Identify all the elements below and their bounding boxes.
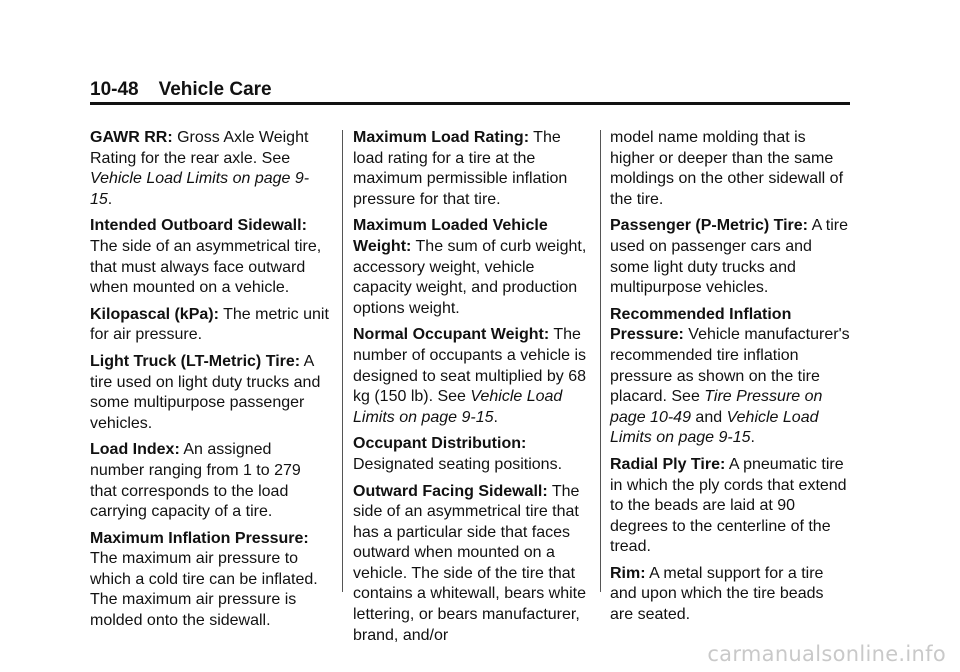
term-colon: : (174, 441, 180, 459)
term-colon: : (719, 455, 726, 473)
glossary-entry-recommended-inflation-pressure (610, 305, 850, 449)
definition: The side of an asymmetrical tire that has a particular side that faces outward when mounted on a vehicle. The side of the tire that contains a whitewall, bears white lettering, or bears manufacturer, brand, and/or (353, 482, 587, 644)
term: Passenger (P-Metric) Tire (610, 217, 803, 235)
term: Intended Outboard Sidewall (90, 217, 302, 235)
glossary-entry-passenger-metric-tire (610, 216, 850, 298)
term: Radial Ply Tire (610, 455, 720, 473)
header-rule (90, 102, 850, 105)
term-colon: : (523, 129, 530, 146)
definition: Vehicle manufacturer's recommended tire inflation pressure as shown on the tire placard. See (610, 326, 850, 406)
glossary-entry-outward-facing-sidewall (353, 482, 593, 647)
definition: The load rating for a tire at the maximum permissible inflation pressure for that tire. (353, 129, 568, 208)
definition: The number of occupants a vehicle is designed to seat multiplied by 68 kg (150 lb). See (353, 326, 587, 406)
glossary-entry-kilopascal (90, 305, 330, 346)
term-colon: : (301, 217, 307, 235)
term: Rim (610, 564, 641, 582)
term: Maximum Inflation Pressure (90, 529, 304, 547)
term: Light Truck (LT-Metric) Tire (90, 352, 295, 370)
glossary-entry-maximum-load-rating (353, 128, 593, 210)
term: Kilopascal (kPa) (90, 305, 214, 323)
term-colon: : (167, 129, 173, 146)
term: Maximum Loaded Vehicle Weight (353, 217, 548, 255)
glossary-entry-gawr-rr (90, 128, 330, 210)
cross-reference-link[interactable]: Vehicle Load Limits on page 9-15 (610, 408, 819, 447)
term-colon: : (521, 435, 527, 453)
term: GAWR RR (90, 129, 168, 146)
term: Outward Facing Sidewall (353, 482, 543, 500)
column-2 (353, 128, 593, 652)
definition: A metal support for a tire and upon which the tire beads are seated. (610, 564, 824, 624)
definition: Designated seating positions. (353, 455, 563, 473)
cross-reference-link[interactable]: Vehicle Load Limits on page 9-15 (90, 170, 310, 208)
definition: The metric unit for air pressure. (90, 305, 329, 344)
definition: A pneumatic tire in which the ply cords that extend to the beads are laid at 90 degrees to the centerline of the tread. (610, 455, 847, 556)
term: Recommended Inflation Pressure (610, 305, 792, 344)
watermark-text: carmanualsonline.info (707, 642, 946, 666)
definition: A tire used on light duty trucks and some multipurpose passenger vehicles. (90, 352, 321, 432)
glossary-entry-maximum-loaded-vehicle-weight (353, 216, 593, 319)
glossary-entry-normal-occupant-weight (353, 325, 593, 428)
definition-end: . (493, 408, 498, 426)
definition: Gross Axle Weight Rating for the rear axle. See (90, 129, 309, 167)
term-colon: : (213, 305, 219, 323)
term-colon: : (640, 564, 646, 582)
glossary-entry-light-truck-tire (90, 352, 330, 434)
term-colon: : (303, 529, 309, 547)
definition: An assigned number ranging from 1 to 279 that corresponds to the load carrying capacity of a tire. (90, 441, 301, 521)
term-colon: : (406, 237, 412, 255)
definition-end: . (107, 190, 113, 208)
glossary-entry-maximum-inflation-pressure (90, 529, 330, 632)
definition-end: . (750, 429, 755, 447)
term-colon: : (802, 217, 808, 235)
column-divider-2 (600, 130, 601, 592)
cross-reference-link[interactable]: Vehicle Load Limits on page 9-15 (353, 388, 563, 426)
definition: The maximum air pressure to which a cold tire can be inflated. The maximum air pressure is molded onto the sidewall. (90, 550, 318, 630)
definition: The sum of curb weight, accessory weight, vehicle capacity weight, and production options weight. (353, 237, 587, 317)
cross-reference-link[interactable]: Tire Pressure on page 10-49 (610, 388, 823, 426)
page-header (90, 79, 850, 101)
term: Normal Occupant Weight (353, 326, 544, 344)
glossary-entry-load-index (90, 440, 330, 522)
definition-conjunction: and (690, 408, 727, 426)
term-colon: : (294, 352, 301, 370)
glossary-entry-occupant-distribution (353, 434, 593, 475)
column-divider-1 (342, 130, 343, 592)
term-colon: : (542, 482, 548, 500)
glossary-entry-rim (610, 564, 850, 626)
definition-continued: model name molding that is higher or deeper than the same moldings on the other sidewall of the tire. (610, 129, 844, 208)
page-number: 10-48 (90, 79, 139, 100)
glossary-entry-radial-ply-tire (610, 455, 850, 558)
term-colon: : (678, 326, 684, 344)
column-3 (610, 128, 850, 632)
section-title: Vehicle Care (158, 79, 272, 100)
definition: The side of an asymmetrical tire, that must always face outward when mounted on a vehicle. (90, 237, 322, 297)
glossary-entry-intended-outboard-sidewall (90, 216, 330, 298)
term-colon: : (543, 326, 550, 344)
term: Load Index (90, 441, 175, 459)
term: Occupant Distribution (353, 435, 521, 453)
term: Maximum Load Rating (353, 129, 524, 146)
glossary-entry-outward-facing-sidewall-continued (610, 128, 850, 210)
definition: A tire used on passenger cars and some light duty trucks and multipurpose vehicles. (610, 217, 849, 297)
column-1 (90, 128, 330, 638)
